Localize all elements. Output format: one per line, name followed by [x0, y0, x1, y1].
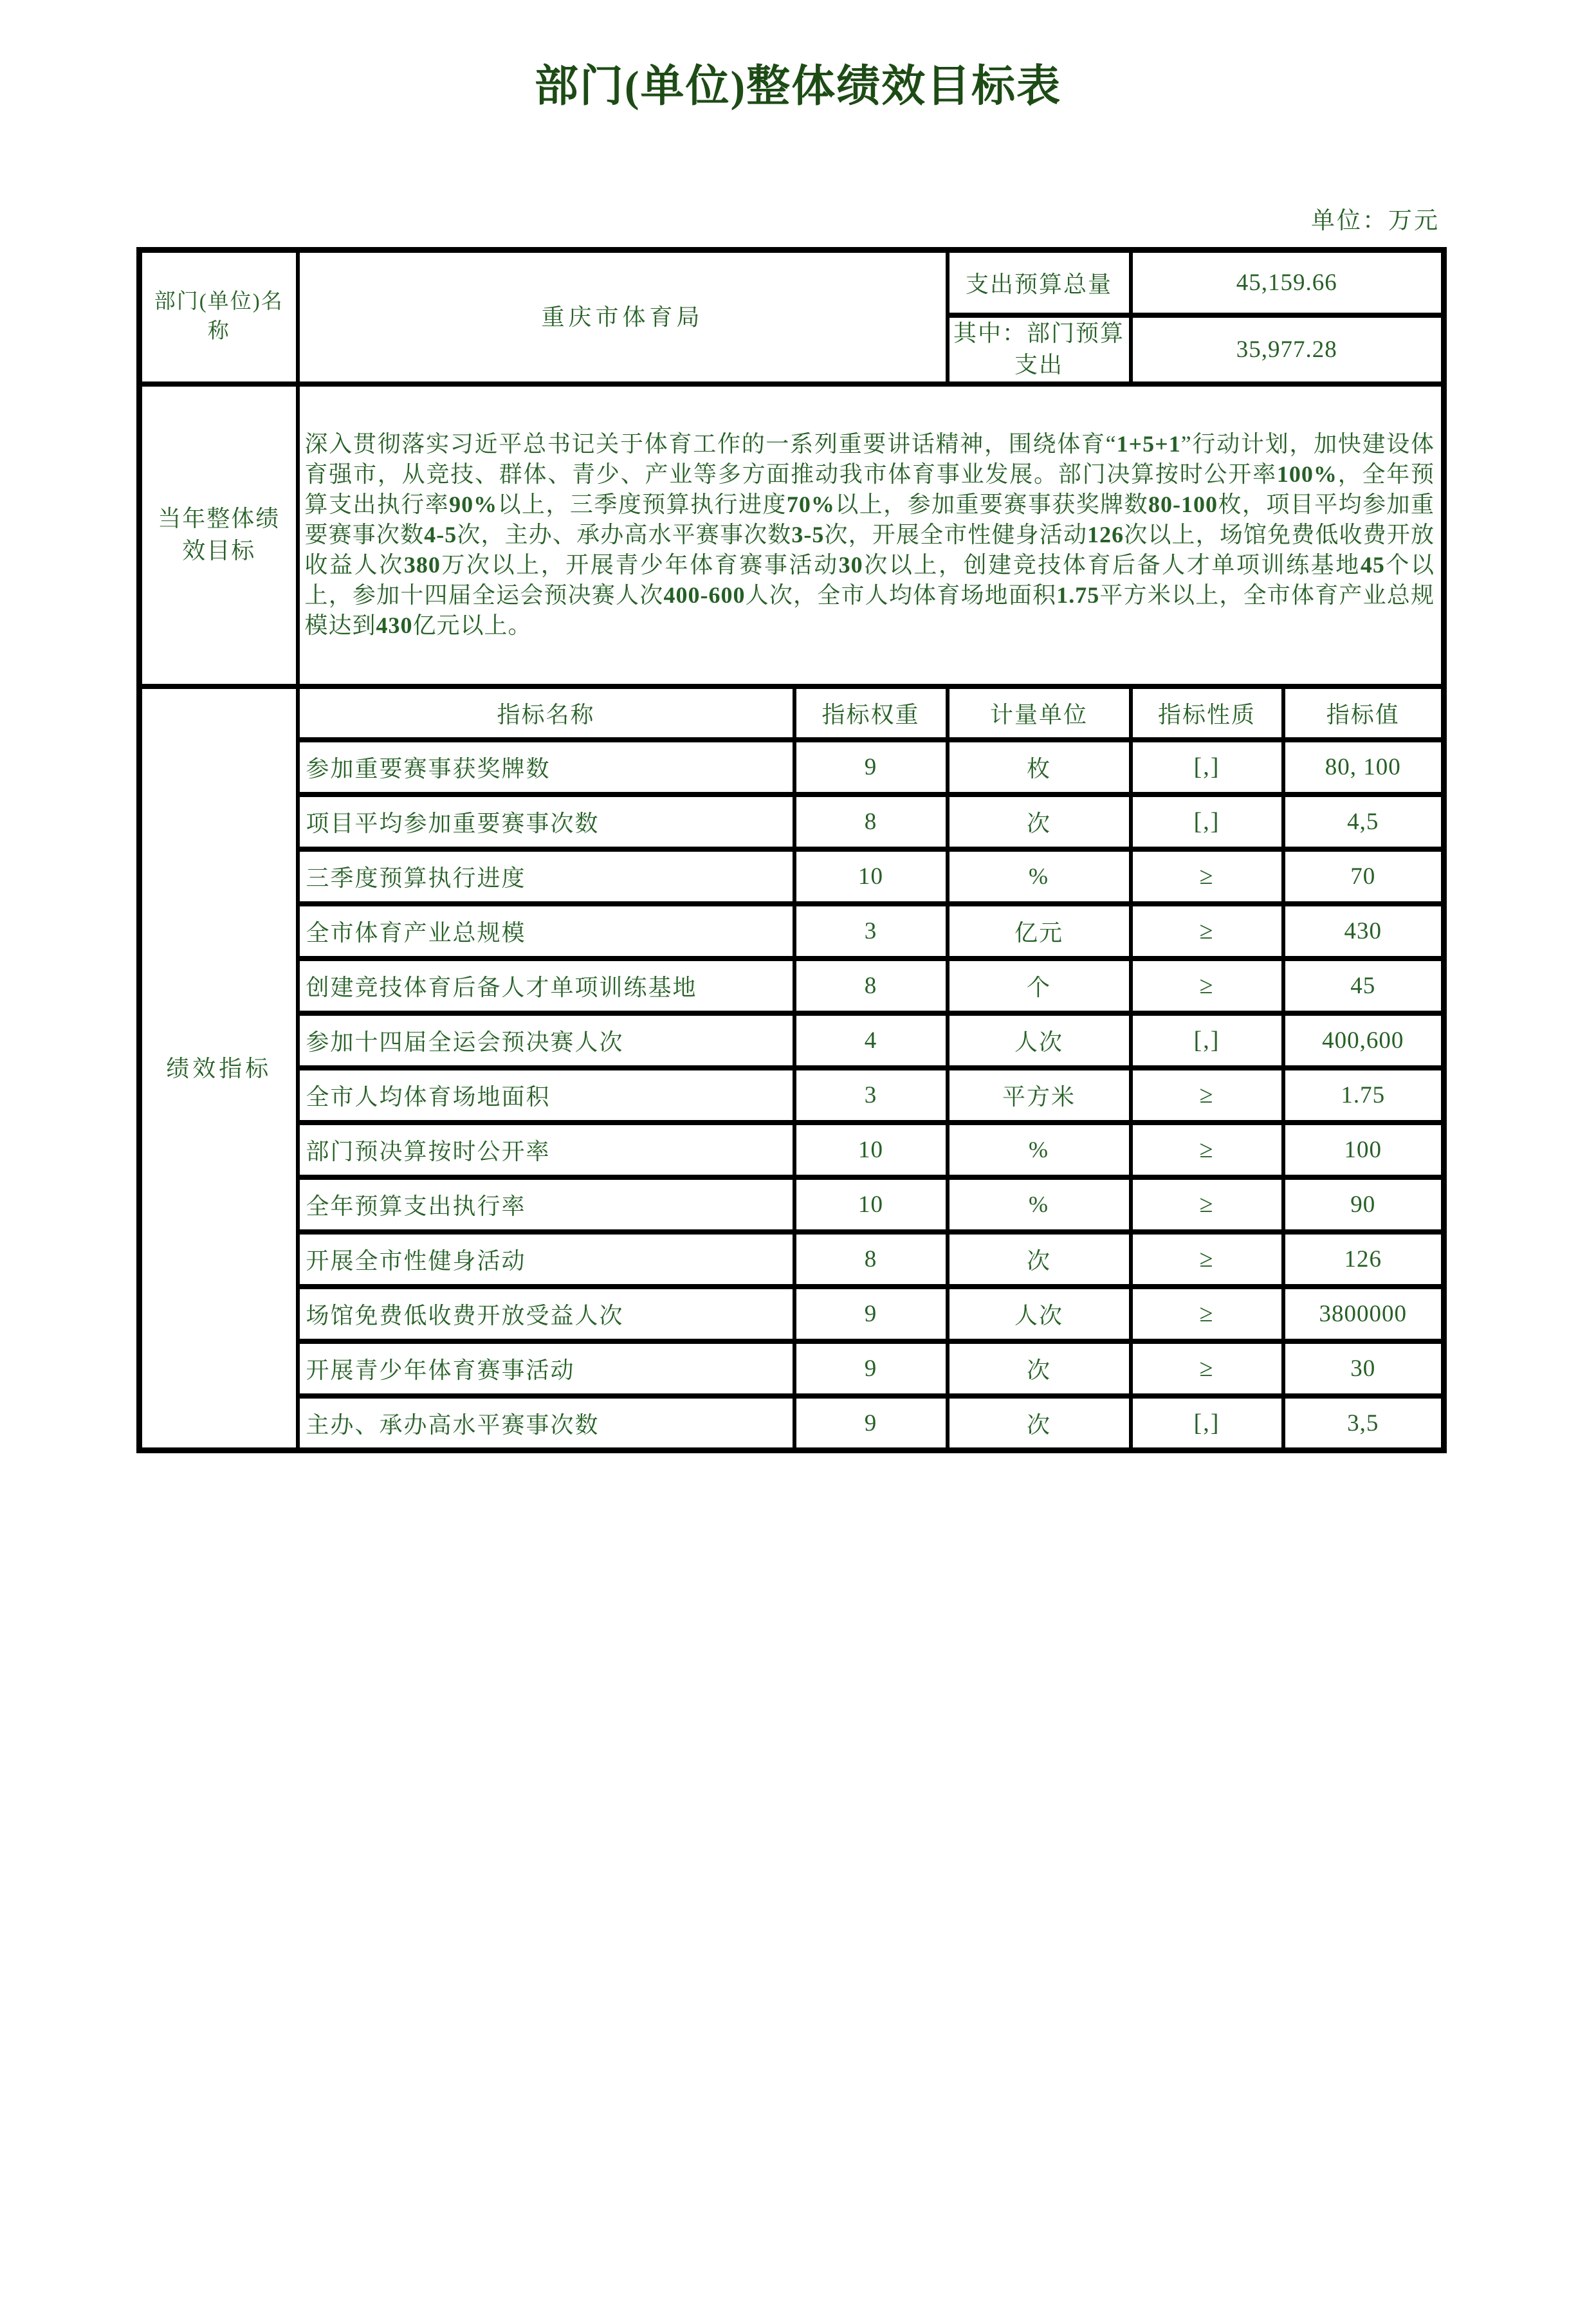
indicator-value: 400,600 — [1283, 1013, 1444, 1068]
indicator-value: 70 — [1283, 849, 1444, 904]
indicator-weight: 8 — [794, 794, 948, 849]
budget-total-value-cell: 45,159.66 — [1131, 250, 1444, 315]
indicator-weight: 9 — [794, 1287, 948, 1341]
indicator-nature: ≥ — [1131, 849, 1283, 904]
header-indicator-name: 指标名称 — [298, 686, 794, 740]
indicator-name: 项目平均参加重要赛事次数 — [298, 794, 794, 849]
indicator-unit: % — [948, 1123, 1131, 1177]
indicator-weight: 10 — [794, 1123, 948, 1177]
indicator-name: 场馆免费低收费开放受益人次 — [298, 1287, 794, 1341]
indicator-unit: 亿元 — [948, 904, 1131, 959]
indicator-unit: % — [948, 1177, 1131, 1232]
indicator-weight: 3 — [794, 1068, 948, 1123]
summary-row-budget-total — [140, 250, 1444, 315]
indicator-value: 30 — [1283, 1341, 1444, 1396]
indicator-value: 1.75 — [1283, 1068, 1444, 1123]
annual-goal-text-cell: 深入贯彻落实习近平总书记关于体育工作的一系列重要讲话精神，围绕体育“1+5+1”行动计划，加快建设体育强市，从竞技、群体、青少、产业等多方面推动我市体育事业发展。部门决算按时公开率100%，全年预算支出执行率90%以上，三季度预算执行进度70%以上，参加重要赛事获奖牌数80-100枚，项目平均参加重要赛事次数4-5次，主办、承办高水平赛事次数3-5次，开展全市性健身活动126次以上，场馆免费低收费开放收益人次380万次以上，开展青少年体育赛事活动30次以上，创建竞技体育后备人才单项训练基地45个以上，参加十四届全运会预决赛人次400-600人次，全市人均体育场地面积1.75平方米以上，全市体育产业总规模达到430亿元以上。 — [298, 384, 1444, 686]
indicator-unit: 次 — [948, 1396, 1131, 1451]
budget-total-label-cell: 支出预算总量 — [948, 250, 1131, 315]
indicator-nature: ≥ — [1131, 1068, 1283, 1123]
indicator-value: 90 — [1283, 1177, 1444, 1232]
indicator-value: 3,5 — [1283, 1396, 1444, 1451]
indicator-unit: 枚 — [948, 740, 1131, 794]
header-indicator-weight: 指标权重 — [794, 686, 948, 740]
indicator-row — [140, 1396, 1444, 1451]
indicator-value: 3800000 — [1283, 1287, 1444, 1341]
indicator-value: 80, 100 — [1283, 740, 1444, 794]
indicator-value: 4,5 — [1283, 794, 1444, 849]
performance-target-table — [136, 247, 1447, 1453]
dept-budget-value-cell: 35,977.28 — [1131, 315, 1444, 384]
indicator-weight: 9 — [794, 1396, 948, 1451]
indicator-weight: 9 — [794, 1341, 948, 1396]
indicator-nature: [,] — [1131, 1396, 1283, 1451]
indicator-name: 创建竞技体育后备人才单项训练基地 — [298, 959, 794, 1013]
indicator-unit: % — [948, 849, 1131, 904]
indicator-row — [140, 1232, 1444, 1287]
indicator-name: 全年预算支出执行率 — [298, 1177, 794, 1232]
indicator-nature: ≥ — [1131, 1341, 1283, 1396]
indicator-name: 三季度预算执行进度 — [298, 849, 794, 904]
indicator-unit: 人次 — [948, 1287, 1131, 1341]
dept-name-value-cell: 重庆市体育局 — [298, 250, 948, 384]
indicator-unit: 平方米 — [948, 1068, 1131, 1123]
indicator-unit: 个 — [948, 959, 1131, 1013]
indicator-value: 45 — [1283, 959, 1444, 1013]
indicator-name: 全市体育产业总规模 — [298, 904, 794, 959]
annual-goal-label-cell: 当年整体绩效目标 — [140, 384, 298, 686]
indicator-row — [140, 904, 1444, 959]
indicator-name: 主办、承办高水平赛事次数 — [298, 1396, 794, 1451]
indicator-weight: 4 — [794, 1013, 948, 1068]
header-measure-unit: 计量单位 — [948, 686, 1131, 740]
indicator-row — [140, 959, 1444, 1013]
indicator-nature: ≥ — [1131, 904, 1283, 959]
indicator-name: 参加重要赛事获奖牌数 — [298, 740, 794, 794]
dept-budget-label-cell: 其中：部门预算支出 — [948, 315, 1131, 384]
indicator-row — [140, 1068, 1444, 1123]
indicator-weight: 8 — [794, 959, 948, 1013]
indicator-row — [140, 1013, 1444, 1068]
indicator-name: 开展全市性健身活动 — [298, 1232, 794, 1287]
indicator-value: 430 — [1283, 904, 1444, 959]
indicator-row — [140, 849, 1444, 904]
indicator-nature: ≥ — [1131, 1123, 1283, 1177]
indicator-nature: ≥ — [1131, 1177, 1283, 1232]
dept-name-label-cell: 部门(单位)名称 — [140, 250, 298, 384]
indicator-nature: [,] — [1131, 1013, 1283, 1068]
indicator-name: 开展青少年体育赛事活动 — [298, 1341, 794, 1396]
indicator-row — [140, 1177, 1444, 1232]
indicator-unit: 次 — [948, 794, 1131, 849]
indicator-row — [140, 740, 1444, 794]
annual-goal-row — [140, 384, 1444, 686]
indicator-weight: 3 — [794, 904, 948, 959]
header-indicator-value: 指标值 — [1283, 686, 1444, 740]
indicator-name: 参加十四届全运会预决赛人次 — [298, 1013, 794, 1068]
unit-note: 单位：万元 — [1311, 208, 1440, 234]
indicator-unit: 人次 — [948, 1013, 1131, 1068]
indicator-nature: ≥ — [1131, 959, 1283, 1013]
indicator-row — [140, 1123, 1444, 1177]
indicator-row — [140, 794, 1444, 849]
header-indicator-nature: 指标性质 — [1131, 686, 1283, 740]
indicator-value: 126 — [1283, 1232, 1444, 1287]
indicator-nature: ≥ — [1131, 1287, 1283, 1341]
indicator-weight: 8 — [794, 1232, 948, 1287]
indicator-name: 部门预决算按时公开率 — [298, 1123, 794, 1177]
indicator-nature: ≥ — [1131, 1232, 1283, 1287]
indicator-unit: 次 — [948, 1341, 1131, 1396]
indicator-row — [140, 1287, 1444, 1341]
indicator-nature: [,] — [1131, 794, 1283, 849]
indicator-value: 100 — [1283, 1123, 1444, 1177]
indicator-nature: [,] — [1131, 740, 1283, 794]
indicator-weight: 10 — [794, 849, 948, 904]
indicator-weight: 10 — [794, 1177, 948, 1232]
indicators-label-cell: 绩效指标 — [140, 686, 298, 1451]
page-title: 部门(单位)整体绩效目标表 — [534, 62, 1062, 111]
indicator-name: 全市人均体育场地面积 — [298, 1068, 794, 1123]
indicator-row — [140, 1341, 1444, 1396]
indicator-unit: 次 — [948, 1232, 1131, 1287]
indicator-weight: 9 — [794, 740, 948, 794]
indicator-header-row — [140, 686, 1444, 740]
